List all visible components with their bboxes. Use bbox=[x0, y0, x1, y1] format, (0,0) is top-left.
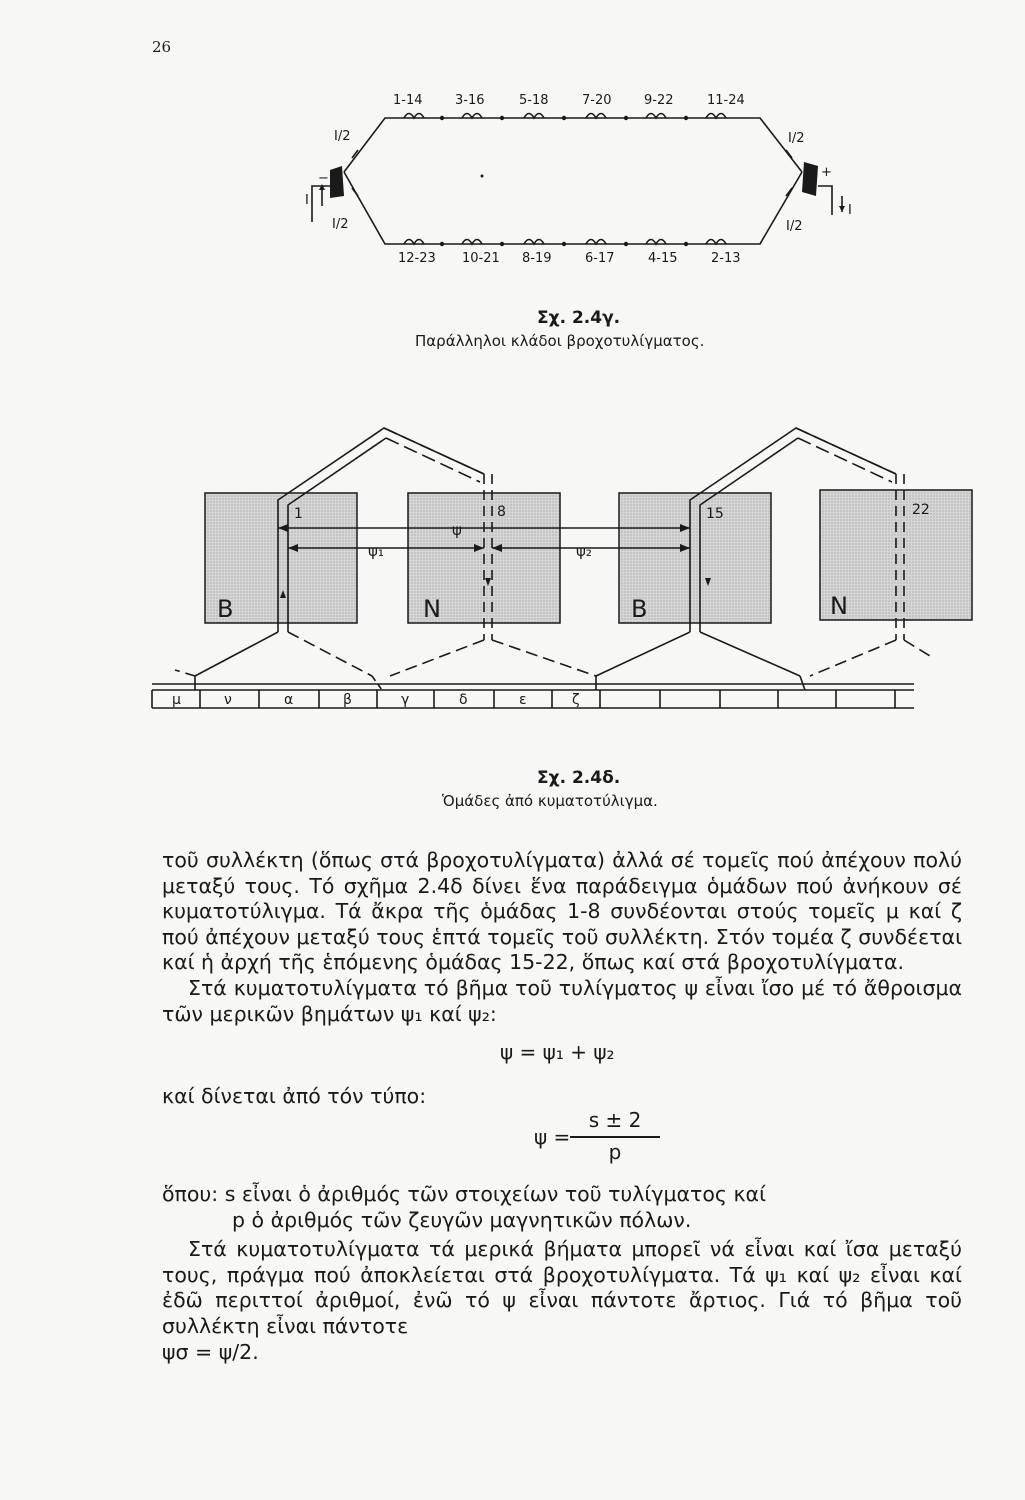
bottom-coil-label: 2-13 bbox=[711, 251, 741, 266]
body-text bbox=[162, 1084, 962, 1110]
paragraph: ὅπου: s εἶναι ὁ ἀριθμός τῶν στοιχείων τοῦ τυλίγματος καί bbox=[162, 1182, 767, 1206]
figure-title: Σχ. 2.4δ. bbox=[537, 768, 621, 788]
commutator-segment: β bbox=[343, 692, 352, 708]
bottom-coil-label: 10-21 bbox=[462, 251, 500, 266]
half-current-label: I/2 bbox=[786, 219, 803, 234]
top-coil-label: 7-20 bbox=[582, 93, 612, 108]
half-current-label: I/2 bbox=[334, 129, 351, 144]
figure-caption: Παράλληλοι κλάδοι βροχοτυλίγματος. bbox=[415, 332, 705, 350]
top-coil-label: 11-24 bbox=[707, 93, 745, 108]
figure-title: Σχ. 2.4γ. bbox=[537, 308, 621, 328]
fraction-denominator: p bbox=[608, 1140, 622, 1164]
conductor-number: 8 bbox=[497, 504, 506, 520]
commutator-segment: ζ bbox=[572, 692, 580, 708]
body-text bbox=[162, 1182, 962, 1365]
commutator-segment: γ bbox=[401, 692, 410, 708]
top-coil-label: 3-16 bbox=[455, 93, 485, 108]
commutator-segment: μ bbox=[172, 692, 181, 708]
commutator-segment: ε bbox=[519, 692, 527, 708]
conductor-number: 22 bbox=[912, 502, 930, 518]
bottom-coil-label: 8-19 bbox=[522, 251, 552, 266]
plus-sign: + bbox=[821, 165, 832, 180]
paragraph: Στά κυματοτυλίγματα τά μερικά βήματα μπορεῖ νά εἶναι καί ἴσα μεταξύ τους, πράγμα πού ἀποκλείεται στά βροχοτυλίγματα. Τά ψ₁ καί ψ₂ εἶναι καί ἐδῶ περιττοί ἀριθμοί, ἐνῶ τό ψ εἶναι πάντοτε ἄρτιος. Γιά τό βῆμα τοῦ συλλέκτη εἶναι πάντοτε bbox=[162, 1237, 962, 1338]
fraction-bar bbox=[570, 1136, 660, 1138]
paragraph: τοῦ συλλέκτη (ὅπως στά βροχοτυλίγματα) ἀλλά σέ τομεῖς πού ἀπέχουν πολύ μεταξύ τους. Τό σχῆμα 2.4δ δίνει ἕνα παράδειγμα ὁμάδων πού ἀνήκουν σέ κυματοτύλιγμα. Τά ἄκρα τῆς ὁμάδας 1-8 συνδέονται στούς τομεῖς μ καί ζ πού ἀπέχουν μεταξύ τους ἑπτά τομεῖς τοῦ συλλέκτη. Στόν τομέα ζ συνδέεται καί ἡ ἀρχή τῆς ἑπόμενης ὁμάδας 15-22, ὅπως καί στά βροχοτυλίγματα. bbox=[162, 848, 963, 975]
pole-letter: B bbox=[217, 595, 234, 623]
commutator-segment: δ bbox=[459, 692, 468, 708]
fraction bbox=[570, 1108, 660, 1168]
commutator-segment: α bbox=[284, 692, 294, 708]
pole-letter: N bbox=[423, 595, 441, 623]
bottom-coil-label: 6-17 bbox=[585, 251, 615, 266]
bottom-coil-label: 4-15 bbox=[648, 251, 678, 266]
top-coil-label: 5-18 bbox=[519, 93, 549, 108]
page-number: 26 bbox=[152, 38, 172, 56]
paragraph: ψσ = ψ/2. bbox=[162, 1339, 259, 1364]
current-label: I bbox=[848, 203, 852, 218]
commutator-segment: ν bbox=[224, 692, 232, 708]
psi2-label: ψ₂ bbox=[576, 542, 592, 560]
pole-letter: N bbox=[830, 592, 848, 620]
paragraph: p ὁ ἀριθμός τῶν ζευγῶν μαγνητικῶν πόλων. bbox=[232, 1207, 692, 1232]
half-current-label: I/2 bbox=[788, 131, 805, 146]
fraction-numerator: s ± 2 bbox=[588, 1108, 642, 1132]
pole-letter: B bbox=[631, 595, 648, 623]
top-coil-label: 9-22 bbox=[644, 93, 674, 108]
conductor-number: 15 bbox=[706, 506, 724, 522]
current-label: I bbox=[305, 193, 309, 208]
body-text bbox=[162, 848, 962, 1027]
psi1-label: ψ₁ bbox=[368, 542, 384, 560]
equation: ψ = ψ₁ + ψ₂ bbox=[500, 1040, 615, 1064]
figure-caption: Ὁμάδες ἀπό κυματοτύλιγμα. bbox=[442, 792, 658, 810]
conductor-number: 1 bbox=[294, 506, 303, 522]
paragraph: Στά κυματοτυλίγματα τό βῆμα τοῦ τυλίγματος ψ εἶναι ἴσο μέ τό ἄθροισμα τῶν μερικῶν βημάτων ψ₁ καί ψ₂: bbox=[162, 975, 962, 1026]
bottom-coil-label: 12-23 bbox=[398, 251, 436, 266]
paragraph: καί δίνεται ἀπό τόν τύπο: bbox=[162, 1084, 427, 1108]
equation-lhs: ψ = bbox=[534, 1125, 571, 1149]
psi-label: ψ bbox=[452, 521, 462, 539]
half-current-label: I/2 bbox=[332, 217, 349, 232]
top-coil-label: 1-14 bbox=[393, 93, 423, 108]
minus-sign: − bbox=[318, 171, 329, 186]
